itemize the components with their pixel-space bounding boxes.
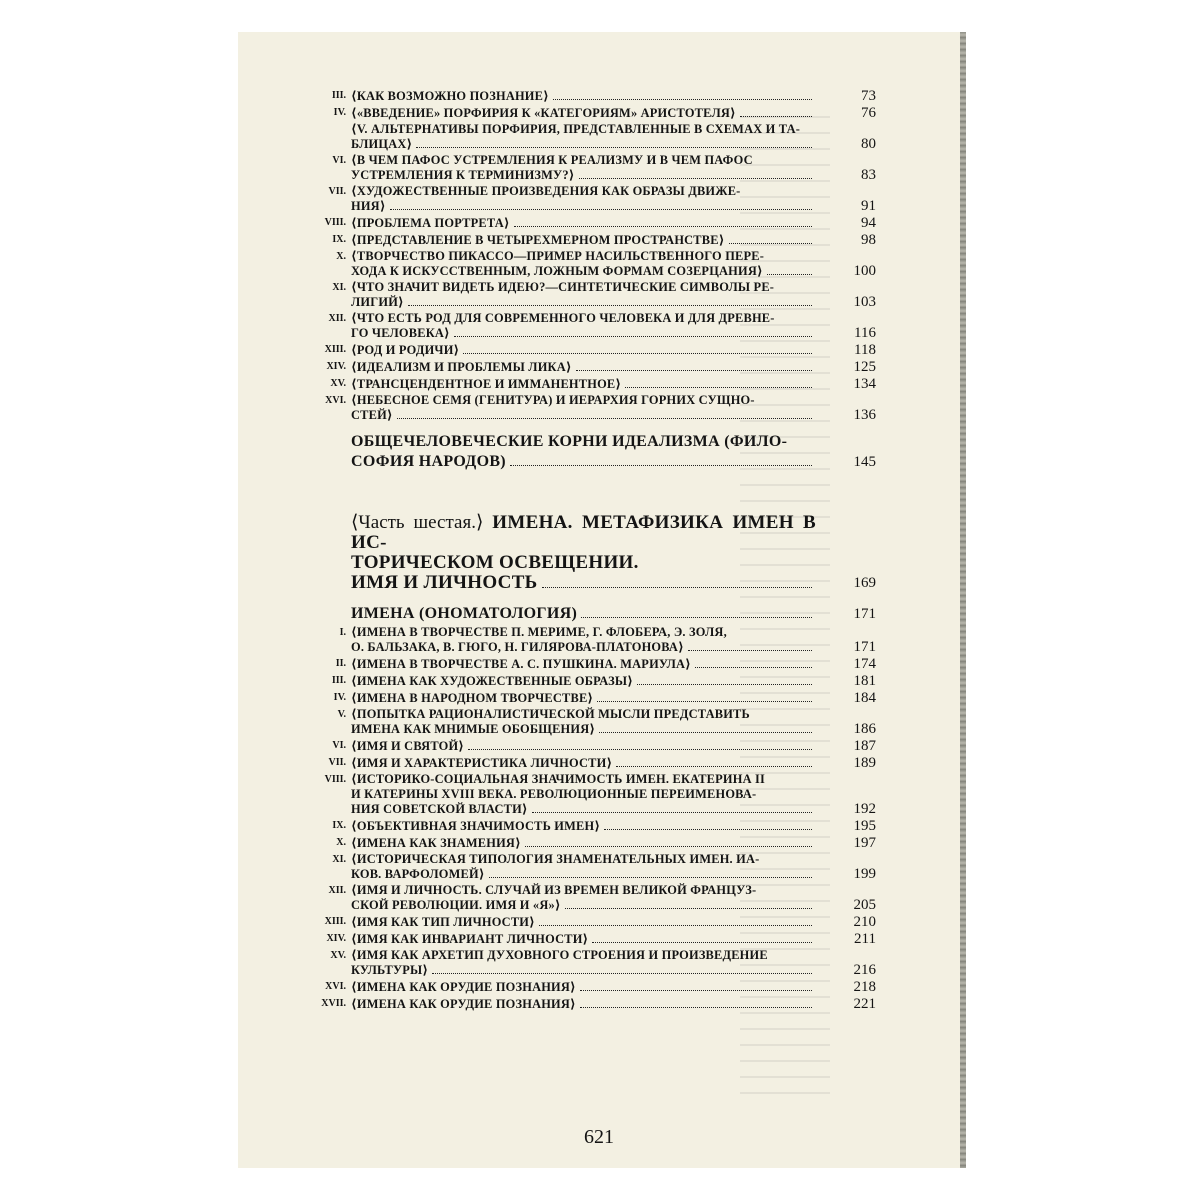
title-text: ⟨ИМЕНА КАК ОРУДИЕ ПОЗНАНИЯ⟩ xyxy=(351,997,576,1011)
chapter-number: XV. xyxy=(330,950,346,961)
page-ref: 98 xyxy=(861,232,876,248)
entry-title xyxy=(351,89,816,104)
entry-title xyxy=(351,184,816,214)
toc-entry[interactable] xyxy=(298,311,876,341)
page-ref: 211 xyxy=(854,931,876,947)
title-line xyxy=(351,122,816,137)
page-ref: 76 xyxy=(861,105,876,121)
page-ref: 103 xyxy=(853,294,876,310)
title-text: ⟨ИМЯ И СВЯТОЙ⟩ xyxy=(351,739,465,753)
toc-entry[interactable] xyxy=(298,105,876,121)
title-last-line xyxy=(351,199,816,214)
toc-entry[interactable] xyxy=(298,215,876,231)
dot-leader xyxy=(565,908,812,909)
title-text: ⟨ИМЯ КАК АРХЕТИП ДУХОВНОГО СТРОЕНИЯ И ПРОИЗВЕДЕНИЕ xyxy=(351,948,768,962)
entry-title xyxy=(351,915,816,930)
title-text: ⟨НЕБЕСНОЕ СЕМЯ (ГЕНИТУРА) И ИЕРАРХИЯ ГОРНИХ СУЩНО- xyxy=(351,393,755,407)
toc-entry[interactable] xyxy=(298,852,876,882)
title-text: ЛИГИЙ⟩ xyxy=(351,295,404,309)
title-text: ⟨ТВОРЧЕСТВО ПИКАССО—ПРИМЕР НАСИЛЬСТВЕННОГО ПЕРЕ- xyxy=(351,249,765,263)
title-line xyxy=(351,432,816,452)
dot-leader xyxy=(397,418,812,419)
entry-title xyxy=(351,657,816,672)
section-spacer xyxy=(298,594,876,604)
title-text: ⟨«ВВЕДЕНИЕ» ПОРФИРИЯ К «КАТЕГОРИЯМ» АРИСТОТЕЛЯ⟩ xyxy=(351,106,736,120)
chapter-number: VI. xyxy=(332,740,346,751)
toc-entry[interactable] xyxy=(298,835,876,851)
chapter-number: XVI. xyxy=(325,395,346,406)
title-text: ⟨ИДЕАЛИЗМ И ПРОБЛЕМЫ ЛИКА⟩ xyxy=(351,360,572,374)
title-text: ⟨ИМЯ И ХАРАКТЕРИСТИКА ЛИЧНОСТИ⟩ xyxy=(351,756,613,770)
toc-entry[interactable] xyxy=(298,513,876,593)
title-last-line xyxy=(351,963,816,978)
chapter-number: VIII. xyxy=(324,217,346,228)
dot-leader xyxy=(625,387,812,388)
title-last-line xyxy=(351,722,816,737)
title-last-line xyxy=(351,674,816,689)
title-text: СТЕЙ⟩ xyxy=(351,408,393,422)
page-ref: 125 xyxy=(853,359,876,375)
title-text: КУЛЬТУРЫ⟩ xyxy=(351,963,429,977)
title-last-line xyxy=(351,233,816,248)
entry-title xyxy=(351,819,816,834)
title-last-line xyxy=(351,573,816,593)
title-line xyxy=(351,852,816,867)
chapter-number: IX. xyxy=(332,820,346,831)
dot-leader xyxy=(729,243,812,244)
title-line xyxy=(351,184,816,199)
section-spacer xyxy=(298,424,876,432)
table-of-contents xyxy=(298,88,876,1013)
entry-title xyxy=(351,772,816,817)
title-line xyxy=(351,787,816,802)
title-text: ⟨ЧТО ЗНАЧИТ ВИДЕТЬ ИДЕЮ?—СИНТЕТИЧЕСКИЕ СИМВОЛЫ РЕ- xyxy=(351,280,775,294)
part-label: ⟨Часть шестая.⟩ xyxy=(351,512,493,533)
title-last-line xyxy=(351,739,816,754)
dot-leader xyxy=(408,305,812,306)
title-last-line xyxy=(351,326,816,341)
entry-title xyxy=(351,311,816,341)
title-last-line xyxy=(351,264,816,279)
title-text: ⟨В ЧЕМ ПАФОС УСТРЕМЛЕНИЯ К РЕАЛИЗМУ И В ЧЕМ ПАФОС xyxy=(351,153,753,167)
dot-leader xyxy=(468,749,812,750)
toc-entry[interactable] xyxy=(298,280,876,310)
page-ref: 216 xyxy=(853,962,876,978)
title-last-line xyxy=(351,819,816,834)
chapter-number: V. xyxy=(337,709,346,720)
title-text: ⟨ИМЕНА КАК ХУДОЖЕСТВЕННЫЕ ОБРАЗЫ⟩ xyxy=(351,674,634,688)
title-last-line xyxy=(351,295,816,310)
page-ref: 210 xyxy=(853,914,876,930)
title-line xyxy=(351,883,816,898)
chapter-number: XIII. xyxy=(324,916,346,927)
title-text: КОВ. ВАРФОЛОМЕЙ⟩ xyxy=(351,867,485,881)
page-ref: 218 xyxy=(853,979,876,995)
toc-entry[interactable] xyxy=(298,393,876,423)
title-line xyxy=(351,311,816,326)
title-line xyxy=(351,393,816,408)
title-text: ⟨ПОПЫТКА РАЦИОНАЛИСТИЧЕСКОЙ МЫСЛИ ПРЕДСТАВИТЬ xyxy=(351,707,750,721)
toc-entry[interactable] xyxy=(298,772,876,817)
title-line xyxy=(351,280,816,295)
title-text: ⟨ИСТОРИКО-СОЦИАЛЬНАЯ ЗНАЧИМОСТЬ ИМЕН. ЕКАТЕРИНА II xyxy=(351,772,766,786)
entry-title xyxy=(351,249,816,279)
entry-title xyxy=(351,233,816,248)
page-ref: 205 xyxy=(853,897,876,913)
dot-leader xyxy=(599,732,812,733)
title-line xyxy=(351,153,816,168)
chapter-number: XII. xyxy=(328,885,346,896)
chapter-number: III. xyxy=(331,675,346,686)
dot-leader xyxy=(532,812,812,813)
dot-leader xyxy=(637,684,812,685)
page-ref: 192 xyxy=(853,801,876,817)
dot-leader xyxy=(616,766,812,767)
dot-leader xyxy=(416,147,812,148)
dot-leader xyxy=(592,942,812,943)
page-ref: 145 xyxy=(853,454,876,470)
title-last-line xyxy=(351,756,816,771)
title-text: ⟨ИМЯ КАК ИНВАРИАНТ ЛИЧНОСТИ⟩ xyxy=(351,932,589,946)
entry-title xyxy=(351,948,816,978)
toc-entry[interactable] xyxy=(298,673,876,689)
toc-entry[interactable] xyxy=(298,656,876,672)
chapter-number: IV. xyxy=(333,692,346,703)
title-text: ⟨ТРАНСЦЕНДЕНТНОЕ И ИММАНЕНТНОЕ⟩ xyxy=(351,377,622,391)
title-last-line xyxy=(351,343,816,358)
title-line xyxy=(351,772,816,787)
title-text: ИМЕНА (ОНОМАТОЛОГИЯ) xyxy=(351,605,578,622)
dot-leader xyxy=(740,116,812,117)
toc-entry[interactable] xyxy=(298,931,876,947)
title-last-line xyxy=(351,997,816,1012)
page-ref: 187 xyxy=(853,738,876,754)
section-spacer xyxy=(298,473,876,513)
title-text: НИЯ⟩ xyxy=(351,199,386,213)
title-last-line xyxy=(351,898,816,913)
entry-title xyxy=(351,393,816,423)
dot-leader xyxy=(510,465,812,466)
title-text: ⟨ПРЕДСТАВЛЕНИЕ В ЧЕТЫРЕХМЕРНОМ ПРОСТРАНСТВЕ⟩ xyxy=(351,233,725,247)
title-last-line xyxy=(351,657,816,672)
entry-title xyxy=(351,674,816,689)
page-ref: 189 xyxy=(853,755,876,771)
title-line xyxy=(351,513,816,553)
title-last-line xyxy=(351,691,816,706)
title-last-line xyxy=(351,168,816,183)
page-ref: 83 xyxy=(861,167,876,183)
page-ref: 174 xyxy=(853,656,876,672)
title-text: ⟨ЧТО ЕСТЬ РОД ДЛЯ СОВРЕМЕННОГО ЧЕЛОВЕКА И ДЛЯ ДРЕВНЕ- xyxy=(351,311,775,325)
title-text: ГО ЧЕЛОВЕКА⟩ xyxy=(351,326,450,340)
title-last-line xyxy=(351,106,816,121)
dot-leader xyxy=(688,650,812,651)
page-ref: 184 xyxy=(853,690,876,706)
page-ref: 80 xyxy=(861,136,876,152)
page-ref: 171 xyxy=(853,639,876,655)
chapter-number: XVII. xyxy=(321,998,346,1009)
toc-entry[interactable] xyxy=(298,738,876,754)
title-text: ⟨ХУДОЖЕСТВЕННЫЕ ПРОИЗВЕДЕНИЯ КАК ОБРАЗЫ ДВИЖЕ- xyxy=(351,184,741,198)
title-text: ⟨ИМЕНА В ТВОРЧЕСТВЕ А. С. ПУШКИНА. МАРИУЛА⟩ xyxy=(351,657,692,671)
book-page xyxy=(238,32,960,1168)
page-ref: 199 xyxy=(853,866,876,882)
title-text: ⟨ИСТОРИЧЕСКАЯ ТИПОЛОГИЯ ЗНАМЕНАТЕЛЬНЫХ ИМЕН. ИА- xyxy=(351,852,760,866)
toc-entry[interactable] xyxy=(298,153,876,183)
toc-entry[interactable] xyxy=(298,996,876,1012)
page-ref: 73 xyxy=(861,88,876,104)
title-text: О. БАЛЬЗАКА, В. ГЮГО, Н. ГИЛЯРОВА-ПЛАТОНОВА⟩ xyxy=(351,640,684,654)
page-ref: 171 xyxy=(853,606,876,622)
title-text: ⟨ИМЕНА В ТВОРЧЕСТВЕ П. МЕРИМЕ, Г. ФЛОБЕРА, Э. ЗОЛЯ, xyxy=(351,625,727,639)
dot-leader xyxy=(489,877,812,878)
title-text: ⟨V. АЛЬТЕРНАТИВЫ ПОРФИРИЯ, ПРЕДСТАВЛЕННЫЕ В СХЕМАХ И ТА- xyxy=(351,122,801,136)
chapter-number: VII. xyxy=(328,757,346,768)
title-text: ⟨ИМЯ И ЛИЧНОСТЬ. СЛУЧАЙ ИЗ ВРЕМЕН ВЕЛИКОЙ ФРАНЦУЗ- xyxy=(351,883,757,897)
toc-entry[interactable] xyxy=(298,232,876,248)
toc-entry[interactable] xyxy=(298,88,876,104)
title-last-line xyxy=(351,216,816,231)
title-last-line xyxy=(351,640,816,655)
page-ref: 134 xyxy=(853,376,876,392)
title-text: СОФИЯ НАРОДОВ) xyxy=(351,453,506,470)
title-text: ОБЩЕЧЕЛОВЕЧЕСКИЕ КОРНИ ИДЕАЛИЗМА (ФИЛО- xyxy=(351,433,788,450)
entry-title xyxy=(351,883,816,913)
title-text: ⟨ОБЪЕКТИВНАЯ ЗНАЧИМОСТЬ ИМЕН⟩ xyxy=(351,819,601,833)
title-last-line xyxy=(351,980,816,995)
chapter-number: II. xyxy=(335,658,346,669)
title-text: И КАТЕРИНЫ XVIII ВЕКА. РЕВОЛЮЦИОННЫЕ ПЕРЕИМЕНОВА- xyxy=(351,787,757,801)
dot-leader xyxy=(580,1007,812,1008)
entry-title xyxy=(351,625,816,655)
title-text: УСТРЕМЛЕНИЯ К ТЕРМИНИЗМУ?⟩ xyxy=(351,168,575,182)
chapter-number: XIII. xyxy=(324,344,346,355)
title-text: СКОЙ РЕВОЛЮЦИИ. ИМЯ И «Я»⟩ xyxy=(351,898,561,912)
entry-title xyxy=(351,106,816,121)
chapter-number: XI. xyxy=(332,282,346,293)
toc-entry[interactable] xyxy=(298,376,876,392)
title-text: ⟨ИМЕНА КАК ЗНАМЕНИЯ⟩ xyxy=(351,836,521,850)
toc-entry[interactable] xyxy=(298,690,876,706)
chapter-number: XVI. xyxy=(325,981,346,992)
dot-leader xyxy=(597,701,812,702)
title-last-line xyxy=(351,137,816,152)
entry-title xyxy=(351,852,816,882)
title-last-line xyxy=(351,915,816,930)
title-text: ⟨ПРОБЛЕМА ПОРТРЕТА⟩ xyxy=(351,216,510,230)
toc-entry[interactable] xyxy=(298,707,876,737)
toc-entry[interactable] xyxy=(298,625,876,655)
toc-entry[interactable] xyxy=(298,432,876,472)
entry-title xyxy=(351,360,816,375)
title-line xyxy=(351,553,816,573)
toc-entry[interactable] xyxy=(298,184,876,214)
entry-title xyxy=(351,739,816,754)
entry-title xyxy=(351,707,816,737)
entry-title xyxy=(351,122,816,152)
chapter-number: I. xyxy=(339,627,346,638)
toc-entry[interactable] xyxy=(298,914,876,930)
title-last-line xyxy=(351,452,816,472)
entry-title xyxy=(351,932,816,947)
page-ref: 181 xyxy=(853,673,876,689)
title-last-line xyxy=(351,360,816,375)
dot-leader xyxy=(580,990,812,991)
toc-entry[interactable] xyxy=(298,818,876,834)
title-text: ТОРИЧЕСКОМ ОСВЕЩЕНИИ. xyxy=(351,552,639,573)
chapter-number: X. xyxy=(336,837,346,848)
page-ref: 118 xyxy=(854,342,876,358)
dot-leader xyxy=(432,973,812,974)
page-ref: 195 xyxy=(853,818,876,834)
page-ref: 186 xyxy=(853,721,876,737)
entry-title xyxy=(351,513,816,593)
chapter-number: X. xyxy=(336,251,346,262)
entry-title xyxy=(351,691,816,706)
chapter-number: VII. xyxy=(328,186,346,197)
title-text: ИМЕНА КАК МНИМЫЕ ОБОБЩЕНИЯ⟩ xyxy=(351,722,596,736)
entry-title xyxy=(351,432,816,472)
chapter-number: XII. xyxy=(328,313,346,324)
page-ref: 169 xyxy=(853,575,876,591)
page-ref: 136 xyxy=(853,407,876,423)
title-last-line xyxy=(351,932,816,947)
toc-entry[interactable] xyxy=(298,979,876,995)
dot-leader xyxy=(604,829,812,830)
entry-title xyxy=(351,756,816,771)
title-text: ⟨РОД И РОДИЧИ⟩ xyxy=(351,343,460,357)
title-last-line xyxy=(351,408,816,423)
chapter-number: XIV. xyxy=(326,361,346,372)
title-text: ⟨ИМЕНА В НАРОДНОМ ТВОРЧЕСТВЕ⟩ xyxy=(351,691,594,705)
title-line xyxy=(351,948,816,963)
chapter-number: XIV. xyxy=(326,933,346,944)
entry-title xyxy=(351,216,816,231)
dot-leader xyxy=(579,178,812,179)
title-last-line xyxy=(351,604,816,624)
title-text: ⟨ИМЕНА КАК ОРУДИЕ ПОЗНАНИЯ⟩ xyxy=(351,980,576,994)
entry-title xyxy=(351,997,816,1012)
page-ref: 100 xyxy=(853,263,876,279)
page-ref: 94 xyxy=(861,215,876,231)
title-text: ИМЯ И ЛИЧНОСТЬ xyxy=(351,572,538,593)
page-ref: 91 xyxy=(861,198,876,214)
dot-leader xyxy=(553,99,812,100)
dot-leader xyxy=(454,336,812,337)
dot-leader xyxy=(539,925,812,926)
chapter-number: IV. xyxy=(333,107,346,118)
title-text: ⟨ИМЯ КАК ТИП ЛИЧНОСТИ⟩ xyxy=(351,915,535,929)
chapter-number: IX. xyxy=(332,234,346,245)
toc-entry[interactable] xyxy=(298,342,876,358)
entry-title xyxy=(351,280,816,310)
title-line xyxy=(351,707,816,722)
chapter-number: VI. xyxy=(332,155,346,166)
title-last-line xyxy=(351,89,816,104)
entry-title xyxy=(351,377,816,392)
title-last-line xyxy=(351,377,816,392)
page-ref: 221 xyxy=(853,996,876,1012)
title-line xyxy=(351,625,816,640)
toc-entry[interactable] xyxy=(298,948,876,978)
page-number: 621 xyxy=(584,1126,614,1148)
toc-entry[interactable] xyxy=(298,249,876,279)
toc-entry[interactable] xyxy=(298,604,876,624)
toc-entry[interactable] xyxy=(298,883,876,913)
dot-leader xyxy=(390,209,812,210)
title-line xyxy=(351,249,816,264)
page-ref: 116 xyxy=(854,325,876,341)
page-ref: 197 xyxy=(853,835,876,851)
title-last-line xyxy=(351,802,816,817)
title-text: НИЯ СОВЕТСКОЙ ВЛАСТИ⟩ xyxy=(351,802,528,816)
entry-title xyxy=(351,980,816,995)
dot-leader xyxy=(695,667,812,668)
entry-title xyxy=(351,153,816,183)
chapter-number: XV. xyxy=(330,378,346,389)
title-last-line xyxy=(351,836,816,851)
title-text: ХОДА К ИСКУССТВЕННЫМ, ЛОЖНЫМ ФОРМАМ СОЗЕРЦАНИЯ⟩ xyxy=(351,264,763,278)
dot-leader xyxy=(463,353,812,354)
dot-leader xyxy=(525,846,812,847)
title-text: ⟨КАК ВОЗМОЖНО ПОЗНАНИЕ⟩ xyxy=(351,89,549,103)
chapter-number: VIII. xyxy=(324,774,346,785)
entry-title xyxy=(351,343,816,358)
title-text: БЛИЦАХ⟩ xyxy=(351,137,413,151)
title-text: ИМЕНА. МЕТАФИЗИКА ИМЕН В ИС- xyxy=(351,512,817,553)
toc-entry[interactable] xyxy=(298,755,876,771)
chapter-number: XI. xyxy=(332,854,346,865)
dot-leader xyxy=(542,587,812,588)
chapter-number: III. xyxy=(331,90,346,101)
dot-leader xyxy=(767,274,812,275)
toc-entry[interactable] xyxy=(298,122,876,152)
entry-title xyxy=(351,604,816,624)
title-last-line xyxy=(351,867,816,882)
dot-leader xyxy=(581,617,812,618)
dot-leader xyxy=(514,226,812,227)
toc-entry[interactable] xyxy=(298,359,876,375)
dot-leader xyxy=(576,370,812,371)
entry-title xyxy=(351,836,816,851)
